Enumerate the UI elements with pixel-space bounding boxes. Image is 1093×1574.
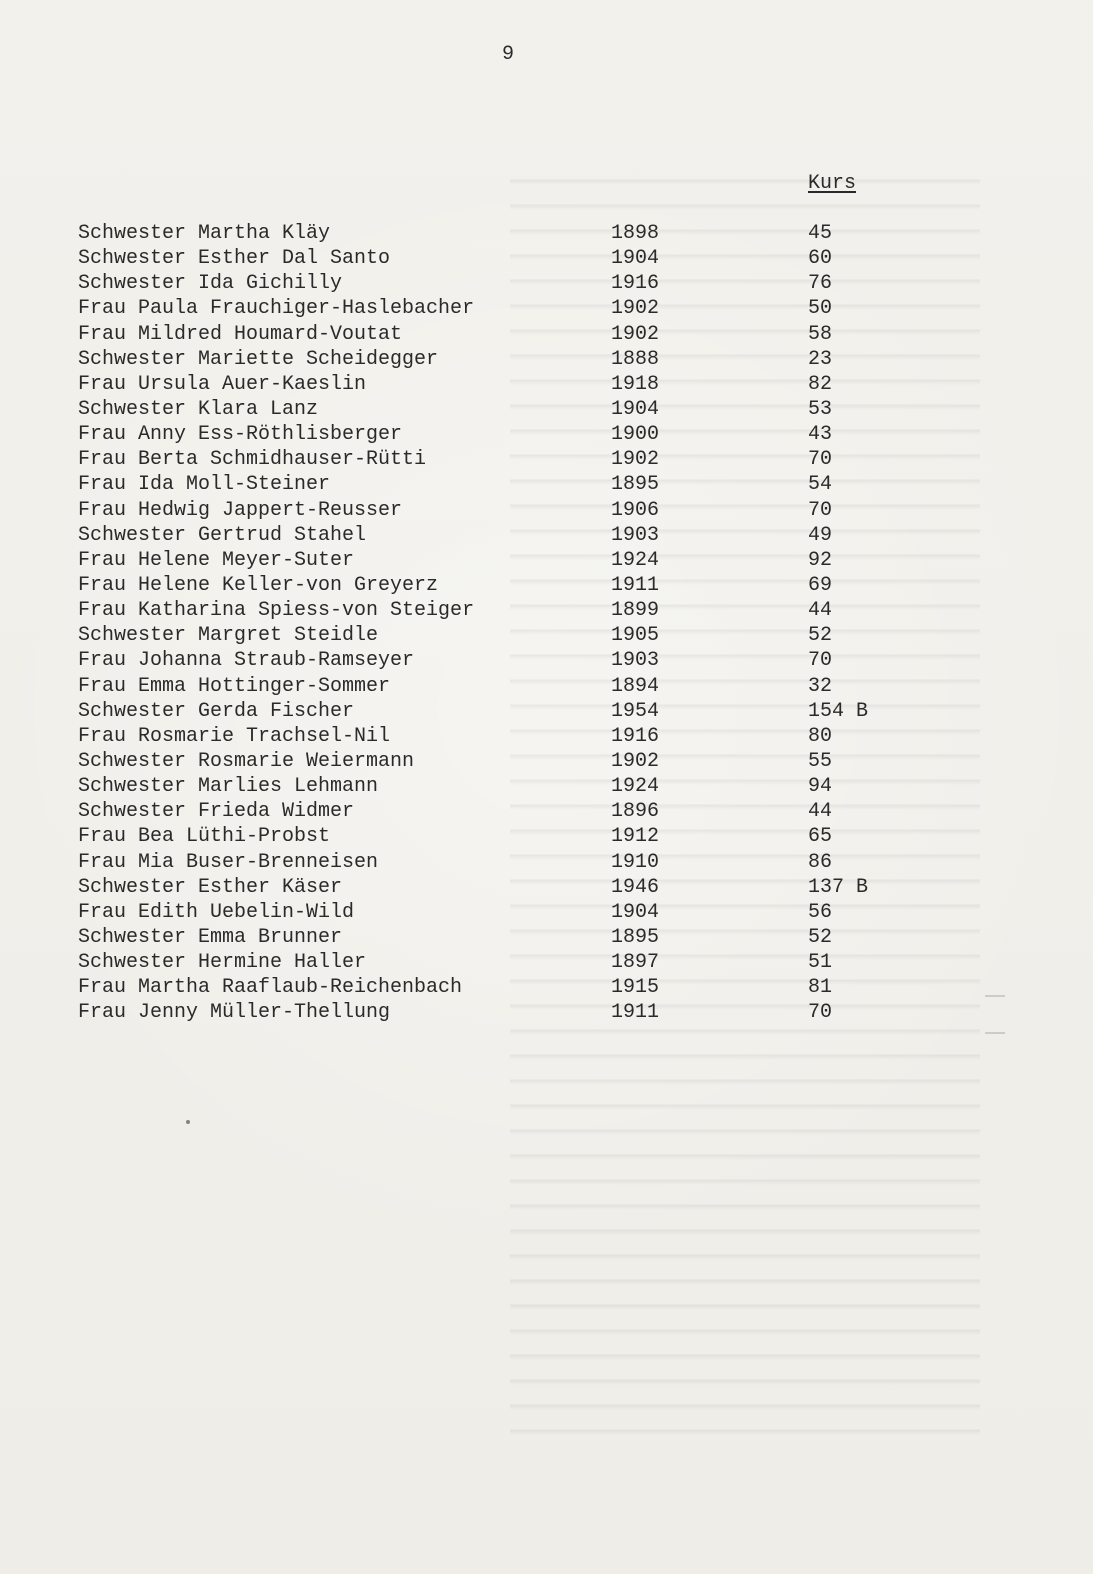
list-item — [78, 925, 978, 950]
birth-year: 1906 — [611, 498, 660, 522]
list-item — [78, 774, 978, 799]
member-name: Frau Ursula Auer-Kaeslin — [78, 372, 367, 396]
list-item — [78, 1000, 978, 1025]
list-item — [78, 975, 978, 1000]
list-item — [78, 573, 978, 598]
member-name: Frau Anny Ess-Röthlisberger — [78, 423, 403, 447]
list-item — [78, 950, 978, 975]
birth-year: 1902 — [611, 749, 660, 773]
birth-year: 1895 — [611, 925, 660, 949]
member-name: Frau Jenny Müller-Thellung — [78, 1001, 391, 1025]
birth-year: 1912 — [611, 825, 660, 849]
list-item — [78, 598, 978, 623]
birth-year: 1918 — [611, 372, 660, 396]
member-name: Schwester Klara Lanz — [78, 397, 319, 421]
birth-year: 1916 — [611, 724, 660, 748]
member-name: Schwester Rosmarie Weiermann — [78, 749, 415, 773]
list-item — [78, 322, 978, 347]
birth-year: 1910 — [611, 850, 660, 874]
birth-year: 1954 — [611, 699, 660, 723]
member-name: Schwester Mariette Scheidegger — [78, 347, 439, 371]
kurs-number: 70 — [808, 649, 833, 673]
list-item — [78, 648, 978, 673]
kurs-number: 32 — [808, 674, 833, 698]
birth-year: 1904 — [611, 247, 660, 271]
list-item — [78, 296, 978, 321]
list-item — [78, 548, 978, 573]
margin-mark — [985, 1032, 1005, 1034]
birth-year: 1911 — [611, 1001, 660, 1025]
kurs-number: 92 — [808, 548, 833, 572]
list-item — [78, 397, 978, 422]
list-item — [78, 724, 978, 749]
kurs-number: 58 — [808, 322, 833, 346]
kurs-number: 49 — [808, 523, 833, 547]
birth-year: 1903 — [611, 649, 660, 673]
kurs-number: 70 — [808, 448, 833, 472]
member-name: Frau Mildred Houmard-Voutat — [78, 322, 403, 346]
kurs-number: 137 B — [808, 875, 869, 899]
kurs-number: 51 — [808, 951, 833, 975]
member-name: Frau Berta Schmidhauser-Rütti — [78, 448, 427, 472]
member-name: Schwester Esther Dal Santo — [78, 247, 391, 271]
kurs-number: 65 — [808, 825, 833, 849]
birth-year: 1916 — [611, 272, 660, 296]
kurs-number: 56 — [808, 900, 833, 924]
birth-year: 1904 — [611, 397, 660, 421]
kurs-number: 44 — [808, 599, 833, 623]
member-name: Frau Helene Keller-von Greyerz — [78, 573, 439, 597]
birth-year: 1924 — [611, 548, 660, 572]
member-list — [78, 221, 978, 1026]
kurs-number: 94 — [808, 775, 833, 799]
member-name: Frau Johanna Straub-Ramseyer — [78, 649, 415, 673]
birth-year: 1902 — [611, 448, 660, 472]
member-name: Schwester Esther Käser — [78, 875, 343, 899]
member-name: Frau Helene Meyer-Suter — [78, 548, 355, 572]
birth-year: 1899 — [611, 599, 660, 623]
kurs-number: 76 — [808, 272, 833, 296]
list-item — [78, 498, 978, 523]
member-name: Schwester Marlies Lehmann — [78, 775, 379, 799]
member-name: Frau Hedwig Jappert-Reusser — [78, 498, 403, 522]
kurs-number: 53 — [808, 397, 833, 421]
member-name: Schwester Hermine Haller — [78, 951, 367, 975]
list-item — [78, 799, 978, 824]
kurs-number: 43 — [808, 423, 833, 447]
list-item — [78, 824, 978, 849]
kurs-number: 50 — [808, 297, 833, 321]
birth-year: 1895 — [611, 473, 660, 497]
member-name: Frau Rosmarie Trachsel-Nil — [78, 724, 391, 748]
member-name: Frau Paula Frauchiger-Haslebacher — [78, 297, 475, 321]
kurs-number: 44 — [808, 800, 833, 824]
birth-year: 1896 — [611, 800, 660, 824]
birth-year: 1902 — [611, 297, 660, 321]
list-item — [78, 850, 978, 875]
birth-year: 1924 — [611, 775, 660, 799]
member-name: Frau Bea Lüthi-Probst — [78, 825, 331, 849]
kurs-number: 86 — [808, 850, 833, 874]
list-item — [78, 347, 978, 372]
member-name: Frau Martha Raaflaub-Reichenbach — [78, 976, 463, 1000]
birth-year: 1897 — [611, 951, 660, 975]
birth-year: 1905 — [611, 624, 660, 648]
member-name: Schwester Emma Brunner — [78, 925, 343, 949]
member-name: Frau Edith Uebelin-Wild — [78, 900, 355, 924]
member-name: Schwester Gerda Fischer — [78, 699, 355, 723]
kurs-number: 80 — [808, 724, 833, 748]
list-item — [78, 271, 978, 296]
list-item — [78, 372, 978, 397]
list-item — [78, 623, 978, 648]
list-item — [78, 875, 978, 900]
kurs-number: 69 — [808, 573, 833, 597]
list-item — [78, 674, 978, 699]
list-item — [78, 523, 978, 548]
kurs-number: 54 — [808, 473, 833, 497]
birth-year: 1915 — [611, 976, 660, 1000]
birth-year: 1904 — [611, 900, 660, 924]
kurs-number: 52 — [808, 925, 833, 949]
birth-year: 1894 — [611, 674, 660, 698]
kurs-number: 45 — [808, 222, 833, 245]
margin-mark — [985, 995, 1005, 997]
kurs-number: 70 — [808, 1001, 833, 1025]
page-number: 9 — [501, 43, 514, 66]
member-name: Schwester Ida Gichilly — [78, 272, 343, 296]
list-item — [78, 749, 978, 774]
member-name: Frau Katharina Spiess-von Steiger — [78, 599, 475, 623]
kurs-number: 82 — [808, 372, 833, 396]
kurs-number: 154 B — [808, 699, 869, 723]
birth-year: 1911 — [611, 573, 660, 597]
list-item — [78, 422, 978, 447]
birth-year: 1900 — [611, 423, 660, 447]
kurs-number: 55 — [808, 749, 833, 773]
kurs-number: 52 — [808, 624, 833, 648]
list-item — [78, 699, 978, 724]
list-item — [78, 221, 978, 246]
kurs-number: 60 — [808, 247, 833, 271]
member-name: Frau Mia Buser-Brenneisen — [78, 850, 379, 874]
kurs-column-header: Kurs — [808, 172, 857, 195]
member-name: Schwester Frieda Widmer — [78, 800, 355, 824]
member-name: Schwester Martha Kläy — [78, 222, 331, 245]
birth-year: 1898 — [611, 222, 660, 245]
kurs-number: 23 — [808, 347, 833, 371]
birth-year: 1903 — [611, 523, 660, 547]
member-name: Frau Emma Hottinger-Sommer — [78, 674, 391, 698]
list-item — [78, 447, 978, 472]
member-name: Frau Ida Moll-Steiner — [78, 473, 331, 497]
member-name: Schwester Gertrud Stahel — [78, 523, 367, 547]
birth-year: 1902 — [611, 322, 660, 346]
birth-year: 1888 — [611, 347, 660, 371]
birth-year: 1946 — [611, 875, 660, 899]
list-item — [78, 472, 978, 497]
kurs-number: 70 — [808, 498, 833, 522]
ink-speck — [186, 1120, 190, 1124]
list-item — [78, 900, 978, 925]
list-item — [78, 246, 978, 271]
member-name: Schwester Margret Steidle — [78, 624, 379, 648]
kurs-number: 81 — [808, 976, 833, 1000]
